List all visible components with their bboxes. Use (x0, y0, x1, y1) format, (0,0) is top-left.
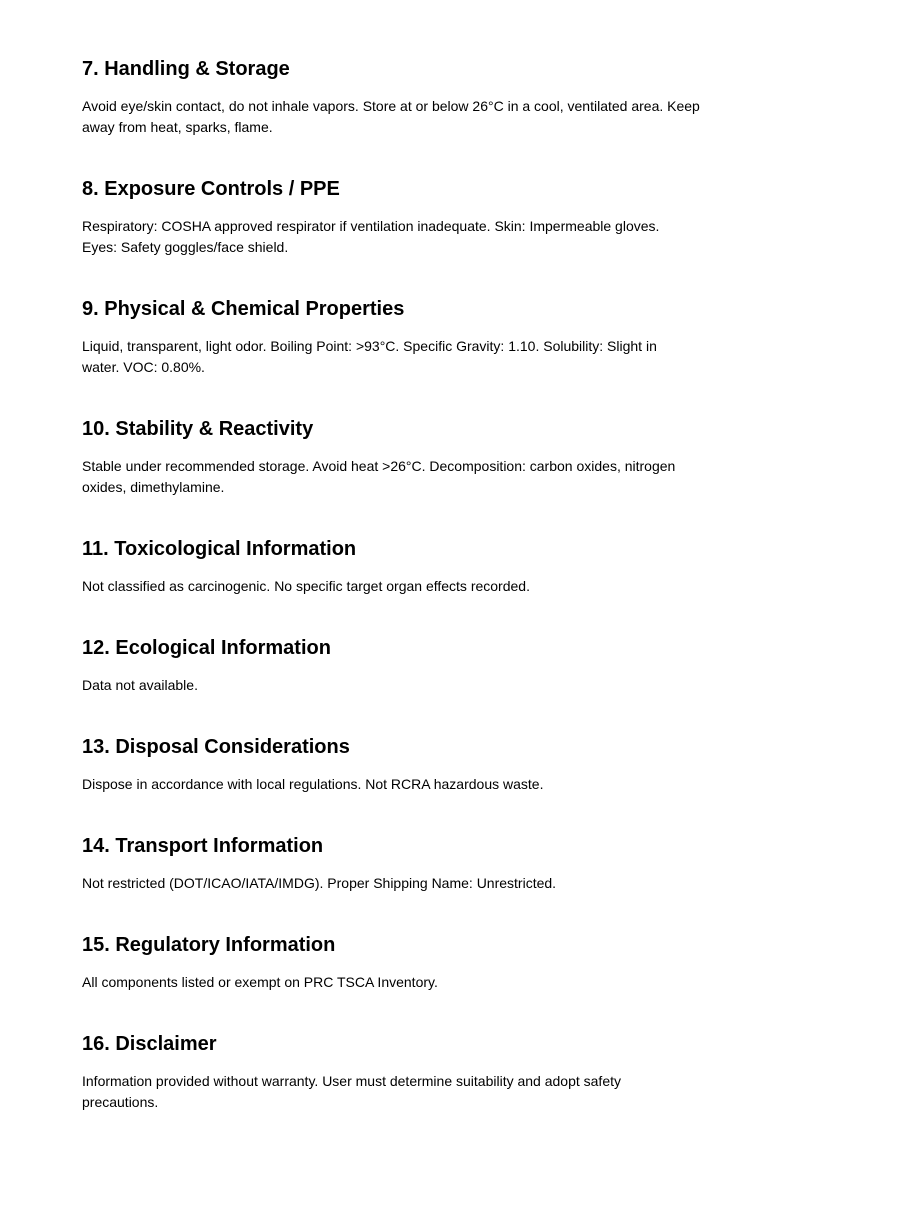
body-line: precautions. (82, 1094, 159, 1110)
section-physical-chemical-properties (82, 298, 832, 378)
section-body (82, 456, 830, 498)
section-ecological-information (82, 637, 832, 696)
section-body (82, 774, 830, 795)
section-heading: 15. Regulatory Information (82, 934, 336, 956)
section-heading: 7. Handling & Storage (82, 58, 290, 80)
section-body (82, 336, 830, 378)
section-disposal-considerations (82, 736, 832, 795)
body-line: Stable under recommended storage. Avoid heat >26°C. Decomposition: carbon oxides, nitrogen (82, 458, 676, 474)
section-heading: 13. Disposal Considerations (82, 736, 350, 758)
section-heading: 12. Ecological Information (82, 637, 331, 659)
section-exposure-controls-ppe (82, 178, 832, 258)
section-toxicological-information (82, 538, 832, 597)
body-line: Dispose in accordance with local regulations. Not RCRA hazardous waste. (82, 776, 544, 792)
body-line: Eyes: Safety goggles/face shield. (82, 239, 289, 255)
section-disclaimer (82, 1033, 832, 1113)
section-heading: 14. Transport Information (82, 835, 324, 857)
body-line: Liquid, transparent, light odor. Boiling Point: >93°C. Specific Gravity: 1.10. Solubility: Slight in (82, 338, 657, 354)
section-heading: 11. Toxicological Information (82, 538, 357, 560)
section-body (82, 216, 830, 258)
section-body (82, 972, 830, 993)
body-line: Not classified as carcinogenic. No specific target organ effects recorded. (82, 578, 530, 594)
section-body (82, 1071, 830, 1113)
body-line: All components listed or exempt on PRC TSCA Inventory. (82, 974, 438, 990)
section-body (82, 576, 830, 597)
section-stability-reactivity (82, 418, 832, 498)
body-line: Avoid eye/skin contact, do not inhale vapors. Store at or below 26°C in a cool, ventilated area. Keep (82, 98, 700, 114)
body-line: away from heat, sparks, flame. (82, 119, 273, 135)
section-heading: 9. Physical & Chemical Properties (82, 298, 405, 320)
section-handling-storage (82, 58, 832, 138)
body-line: Respiratory: COSHA approved respirator if ventilation inadequate. Skin: Impermeable gloves. (82, 218, 660, 234)
section-body (82, 873, 830, 894)
body-line: water. VOC: 0.80%. (82, 359, 205, 375)
body-line: oxides, dimethylamine. (82, 479, 225, 495)
body-line: Data not available. (82, 677, 198, 693)
section-heading: 10. Stability & Reactivity (82, 418, 314, 440)
body-line: Information provided without warranty. User must determine suitability and adopt safety (82, 1073, 621, 1089)
section-regulatory-information (82, 934, 832, 993)
section-body (82, 96, 830, 138)
section-heading: 16. Disclaimer (82, 1033, 217, 1055)
section-transport-information (82, 835, 832, 894)
body-line: Not restricted (DOT/ICAO/IATA/IMDG). Proper Shipping Name: Unrestricted. (82, 875, 557, 891)
section-body (82, 675, 830, 696)
section-heading: 8. Exposure Controls / PPE (82, 178, 340, 200)
